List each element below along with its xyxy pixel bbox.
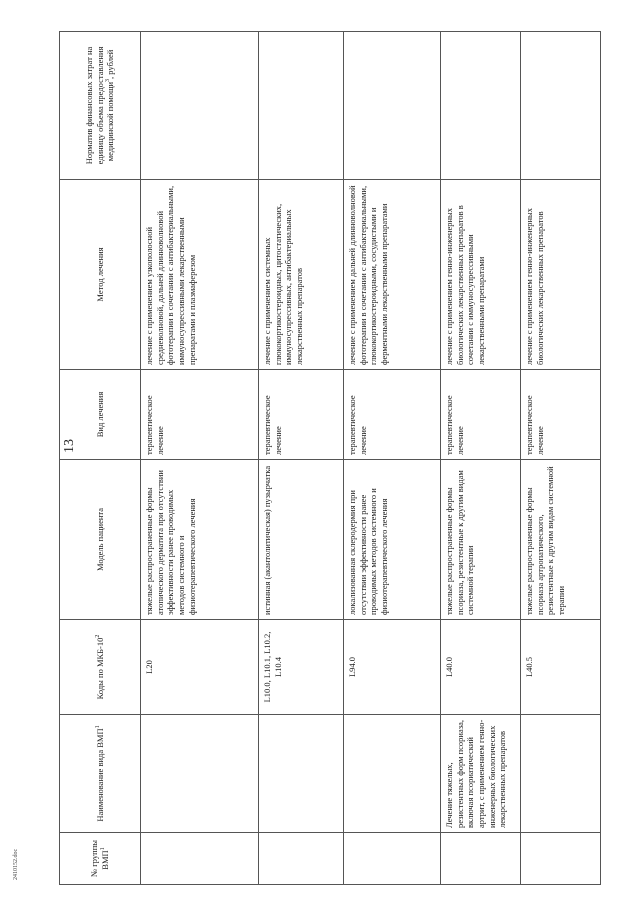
document-code: 2410152.doc bbox=[13, 848, 19, 880]
cell-icd-code: L40.5 bbox=[521, 620, 601, 715]
cell-treatment-method: лечение с применением генно-инженерных биологических лекарственных препаратов bbox=[521, 180, 601, 370]
cell-patient-model: локализованная склеродермия при отсутствии эффективности ранее проводимых методов системного и физиотерапевтического лечения bbox=[344, 460, 441, 620]
cell-cost bbox=[141, 32, 259, 180]
cell-icd-code: L10.0, L10.1, L10.2, L10.4 bbox=[259, 620, 344, 715]
cell-treatment-type: терапевтическое лечение bbox=[441, 370, 521, 460]
cell-cost bbox=[259, 32, 344, 180]
cell-treatment-type: терапевтическое лечение bbox=[259, 370, 344, 460]
cell-group bbox=[441, 833, 521, 885]
rotated-table-container bbox=[59, 32, 629, 885]
cell-patient-model: тяжелые распространенные формы псориаза, резистентные к другим видам системной терапии bbox=[441, 460, 521, 620]
table-row bbox=[259, 32, 344, 885]
table-row bbox=[141, 32, 259, 885]
header-treatment-type: Вид лечения bbox=[60, 370, 141, 460]
cell-icd-code: L40.0 bbox=[441, 620, 521, 715]
cell-treatment-type: терапевтическое лечение bbox=[344, 370, 441, 460]
cell-icd-code: L94.0 bbox=[344, 620, 441, 715]
header-patient-model: Модель пациента bbox=[60, 460, 141, 620]
cell-treatment-method: лечение с применением системных глюкокортикостероидных, цитостатических, иммуносупрессивных, антибактериальных лекарственных препаратов bbox=[259, 180, 344, 370]
cell-group bbox=[344, 833, 441, 885]
header-group-number: № группы ВМП$^1$ bbox=[60, 833, 141, 885]
table-row bbox=[344, 32, 441, 885]
cell-cost bbox=[441, 32, 521, 180]
cell-vmp-name bbox=[141, 715, 259, 833]
cell-treatment-type: терапевтическое лечение bbox=[141, 370, 259, 460]
cell-vmp-name bbox=[344, 715, 441, 833]
page-number: 13 bbox=[62, 439, 77, 453]
cell-patient-model: тяжелые распространенные формы псориаза артропатического, резистентные к другим видам системной терапии bbox=[521, 460, 601, 620]
cell-treatment-method: лечение с применением узкополосной средневолновой, дальней длинноволновой фототерапии в сочетании с антибактериальными, иммуносупрессивными лекарственными препаратами и плазмаферезом bbox=[141, 180, 259, 370]
cell-vmp-name: Лечение тяжелых, резистентных форм псориаза, включая псориатический артрит, с применением генно-инженерных биологических лекарственных препаратов bbox=[441, 715, 521, 833]
cell-treatment-method: лечение с применением генно-инженерных биологических лекарственных препаратов в сочетании с иммуносупрессивными лекарственными препаратами bbox=[441, 180, 521, 370]
cell-treatment-type: терапевтическое лечение bbox=[521, 370, 601, 460]
header-treatment-method: Метод лечения bbox=[60, 180, 141, 370]
cell-group bbox=[141, 833, 259, 885]
cell-patient-model: тяжелые распространенные формы атопического дерматита при отсутствии эффективности ранее проводимых методов системного и физиотерапевтического лечения bbox=[141, 460, 259, 620]
cell-cost bbox=[344, 32, 441, 180]
cell-cost bbox=[521, 32, 601, 180]
table-row bbox=[521, 32, 601, 885]
table-row bbox=[441, 32, 521, 885]
cell-vmp-name bbox=[259, 715, 344, 833]
cell-patient-model: истинная (акантолитическая) пузырчатка bbox=[259, 460, 344, 620]
header-cost-standard: Норматив финансовых затрат на единицу объема предоставления медицинской помощи$^3$, рублей bbox=[60, 32, 141, 180]
table-header-row bbox=[60, 32, 141, 885]
vmp-table bbox=[59, 31, 601, 885]
cell-group bbox=[521, 833, 601, 885]
cell-treatment-method: лечение с применением дальней длинноволновой фототерапии в сочетании с антибактериальными, глюкокортикостероидными, сосудистыми и ферментными лекарственными препаратами bbox=[344, 180, 441, 370]
cell-group bbox=[259, 833, 344, 885]
header-icd-codes: Коды по МКБ-$10^2$ bbox=[60, 620, 141, 715]
header-vmp-name: Наименование вида ВМП$^1$ bbox=[60, 715, 141, 833]
cell-vmp-name bbox=[521, 715, 601, 833]
cell-icd-code: L20 bbox=[141, 620, 259, 715]
